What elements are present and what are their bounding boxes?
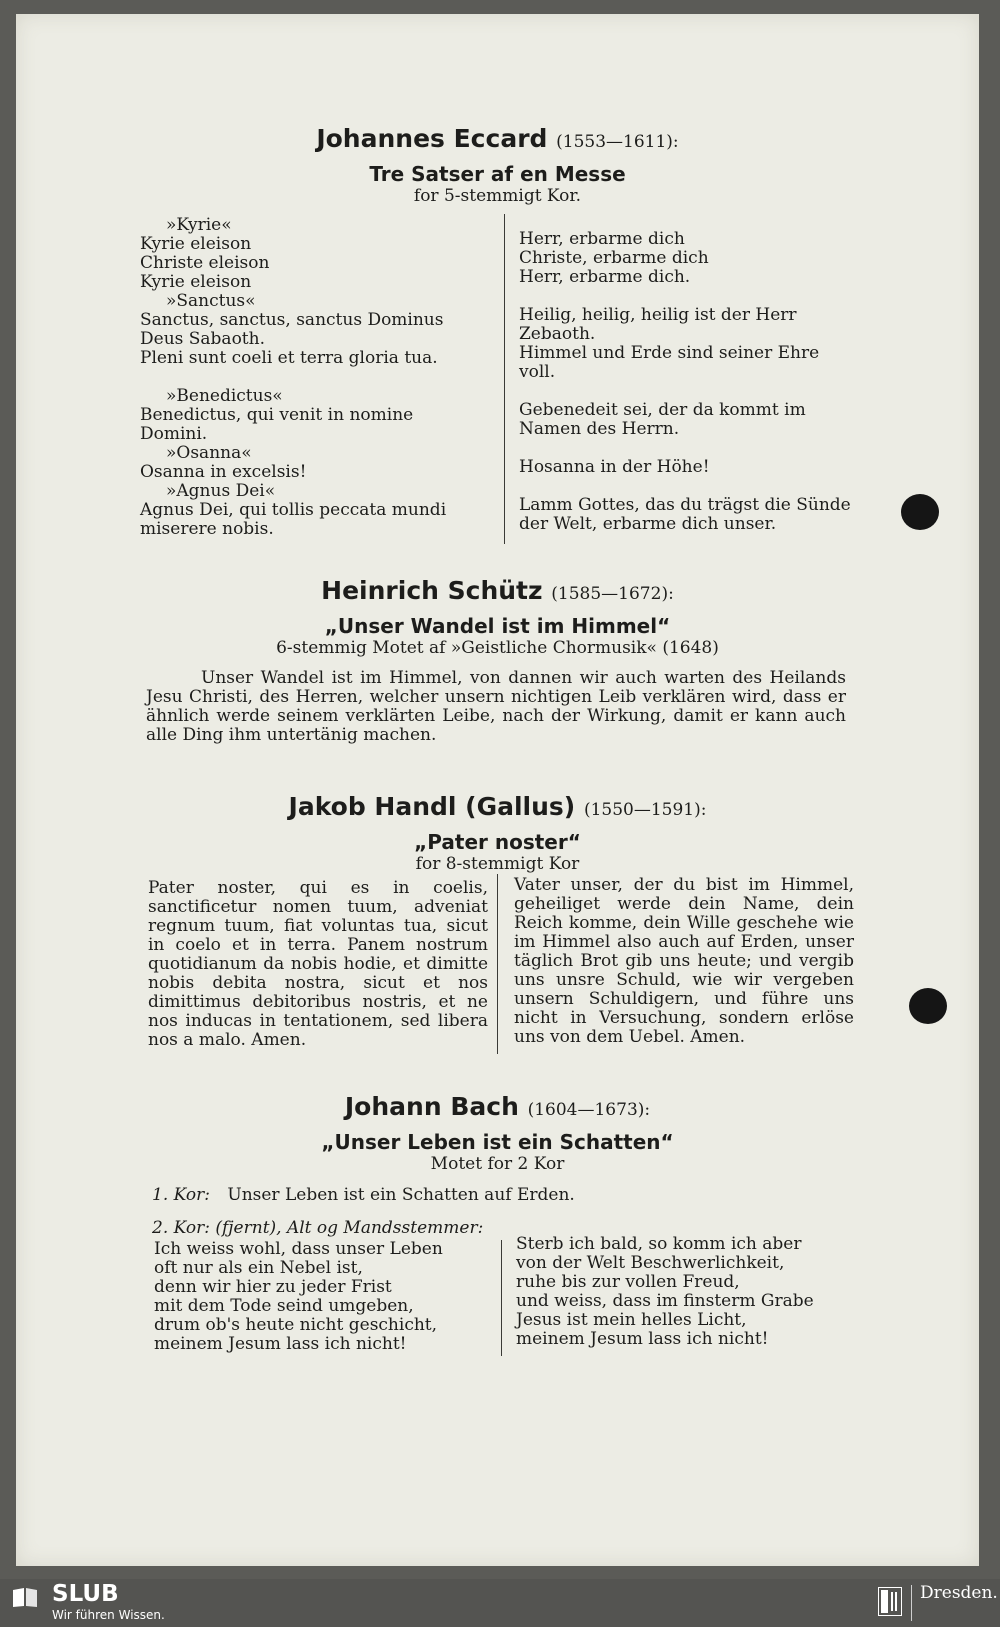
punch-hole xyxy=(909,988,947,1024)
work-title: „Unser Wandel ist im Himmel“ xyxy=(324,614,671,638)
text-line: »Kyrie« xyxy=(166,215,232,235)
schuetz-text: Unser Wandel ist im Himmel, von dannen wir auch warten des Heilands Jesu Christi, des Herren, welcher unsern nichtigen Leib verklären wird, dass er ähnlich werde seinem verklärten Leibe, nach der Wirkung, damit er kann auch alle Ding ihm untertänig machen. xyxy=(146,668,846,745)
text-line: ruhe bis zur vollen Freud, xyxy=(516,1272,740,1292)
column-divider xyxy=(504,214,505,544)
composer-name: Johannes Eccard xyxy=(316,124,548,153)
work-title: „Unser Leben ist ein Schatten“ xyxy=(321,1130,674,1154)
slub-book-icon xyxy=(12,1586,38,1608)
composer-dates: (1553—1611): xyxy=(556,132,679,152)
work-title: Tre Satser af en Messe xyxy=(369,162,626,186)
text-line: Christe, erbarme dich xyxy=(519,248,709,268)
text-line: Pleni sunt coeli et terra gloria tua. xyxy=(140,348,438,368)
text-line: Kyrie eleison xyxy=(140,272,252,292)
text-line: »Agnus Dei« xyxy=(166,481,276,501)
text-line: Herr, erbarme dich xyxy=(519,229,685,249)
text-line: Herr, erbarme dich. xyxy=(519,267,691,287)
text-line: denn wir hier zu jeder Frist xyxy=(154,1277,392,1297)
text-line: drum ob's heute nicht geschicht, xyxy=(154,1315,438,1335)
section-title-schuetz xyxy=(16,576,979,609)
eccard-german-column xyxy=(519,230,859,534)
composer-name: Heinrich Schütz xyxy=(321,576,543,605)
text-line: Benedictus, qui venit in nomine xyxy=(140,405,414,425)
text-line: Zebaoth. xyxy=(519,324,596,344)
punch-hole xyxy=(901,494,939,530)
text-line: Gebenedeit sei, der da kommt im xyxy=(519,400,806,420)
text-line: der Welt, erbarme dich unser. xyxy=(519,514,777,534)
work-subtitle: Motet for 2 Kor xyxy=(430,1154,565,1174)
library-name: SLUB xyxy=(52,1581,119,1607)
text-line: voll. xyxy=(519,362,556,382)
text-line: Osanna in excelsis! xyxy=(140,462,307,482)
footer-separator xyxy=(911,1585,912,1621)
section-title-handl xyxy=(16,792,979,825)
text-line: Christe eleison xyxy=(140,253,270,273)
composer-name: Johann Bach xyxy=(344,1092,519,1121)
text-line: Jesus ist mein helles Licht, xyxy=(516,1310,747,1330)
text-line: und weiss, dass im finsterm Grabe xyxy=(516,1291,814,1311)
composer-dates: (1550—1591): xyxy=(583,800,707,820)
text-line: Namen des Herrn. xyxy=(519,419,680,439)
composer-dates: (1585—1672): xyxy=(551,584,674,604)
kor1-text: Unser Leben ist ein Schatten auf Erden. xyxy=(227,1185,575,1205)
composer-name: Jakob Handl (Gallus) xyxy=(288,792,576,821)
section-title-eccard xyxy=(16,124,979,157)
text-line: Sanctus, sanctus, sanctus Dominus xyxy=(140,310,444,330)
text-line: »Sanctus« xyxy=(166,291,256,311)
column-divider xyxy=(497,874,498,1054)
text-line: Hosanna in der Höhe! xyxy=(519,457,710,477)
kor1-label: 1. Kor: xyxy=(152,1185,210,1205)
column-divider xyxy=(501,1240,502,1356)
eccard-latin-column xyxy=(140,216,495,539)
text-line: meinem Jesum lass ich nicht! xyxy=(516,1329,769,1349)
bach-right-column xyxy=(516,1235,856,1349)
text-line: Himmel und Erde sind seiner Ehre xyxy=(519,343,820,363)
work-title: „Pater noster“ xyxy=(414,830,581,854)
text-line: Domini. xyxy=(140,424,208,444)
work-subtitle: 6-stemmig Motet af »Geistliche Chormusik« (1648) xyxy=(276,638,719,658)
kor2-label: 2. Kor: (fjernt), Alt og Mandsstemmer: xyxy=(152,1218,484,1238)
text-line: Agnus Dei, qui tollis peccata mundi xyxy=(140,500,447,520)
text-line: Kyrie eleison xyxy=(140,234,252,254)
handl-latin-text: Pater noster, qui es in coelis, sanctificetur nomen tuum, adveniat regnum tuum, fiat voluntas tua, sicut in coelo et in terra. Panem nostrum quotidianum da nobis hodie, et dimitte nobis debita nostra, sicut et nos dimittimus debitoribus nostris, et ne nos inducas in tentationem, sed libera nos a malo. Amen. xyxy=(148,878,488,1050)
text-line: meinem Jesum lass ich nicht! xyxy=(154,1334,407,1354)
text-line: von der Welt Beschwerlichkeit, xyxy=(516,1253,785,1273)
footer-bar xyxy=(0,1579,1000,1627)
handl-german-text: Vater unser, der du bist im Himmel, geheiliget werde dein Name, dein Reich komme, dein Wille geschehe wie im Himmel also auch auf Erden, unser täglich Brot gib uns heute; und vergib uns unsre Schuld, wie wir vergeben unsern Schuldigern, und führe uns nicht in Versuchung, sondern erlöse uns von dem Uebel. Amen. xyxy=(514,875,854,1047)
text-line: Deus Sabaoth. xyxy=(140,329,265,349)
bach-left-column xyxy=(154,1240,494,1354)
text-line: miserere nobis. xyxy=(140,519,274,539)
text-line: oft nur als ein Nebel ist, xyxy=(154,1258,363,1278)
city-name: Dresden. xyxy=(920,1583,998,1603)
text-line: mit dem Tode seind umgeben, xyxy=(154,1296,414,1316)
text-line: Lamm Gottes, das du trägst die Sünde xyxy=(519,495,851,515)
text-line: Ich weiss wohl, dass unser Leben xyxy=(154,1239,443,1259)
dresden-coat-of-arms-icon xyxy=(878,1587,902,1616)
kor1-line xyxy=(152,1186,852,1205)
text-line: Heilig, heilig, heilig ist der Herr xyxy=(519,305,797,325)
work-subtitle: for 8-stemmigt Kor xyxy=(415,854,580,874)
section-title-bach xyxy=(16,1092,979,1125)
text-line: Sterb ich bald, so komm ich aber xyxy=(516,1234,802,1254)
work-subtitle: for 5-stemmigt Kor. xyxy=(413,186,582,206)
composer-dates: (1604—1673): xyxy=(527,1100,651,1120)
library-tagline: Wir führen Wissen. xyxy=(52,1608,165,1622)
text-line: »Benedictus« xyxy=(166,386,283,406)
text-line: »Osanna« xyxy=(166,443,252,463)
document-page xyxy=(16,14,979,1566)
